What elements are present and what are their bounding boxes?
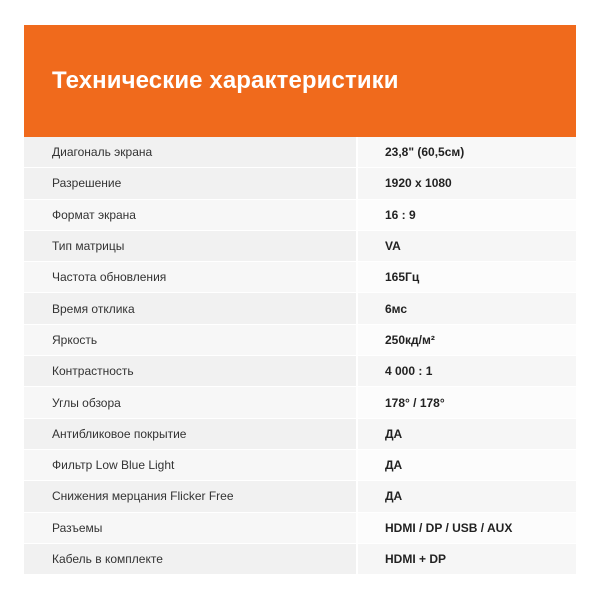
spec-value: 178° / 178° <box>358 387 576 417</box>
spec-label: Фильтр Low Blue Light <box>24 450 356 480</box>
spec-label: Контрастность <box>24 356 356 386</box>
spec-row <box>24 137 576 168</box>
page-title: Технические характеристики <box>52 67 399 94</box>
spec-value: HDMI / DP / USB / AUX <box>358 513 576 543</box>
spec-value: 165Гц <box>358 262 576 292</box>
spec-label: Формат экрана <box>24 200 356 230</box>
spec-row <box>24 450 576 481</box>
spec-value: VA <box>358 231 576 261</box>
spec-value: 4 000 : 1 <box>358 356 576 386</box>
spec-row <box>24 356 576 387</box>
spec-value: ДА <box>358 481 576 511</box>
spec-label: Частота обновления <box>24 262 356 292</box>
spec-value: ДА <box>358 450 576 480</box>
spec-row <box>24 293 576 324</box>
spec-label: Яркость <box>24 325 356 355</box>
spec-row <box>24 325 576 356</box>
spec-label: Антибликовое покрытие <box>24 419 356 449</box>
spec-row <box>24 262 576 293</box>
spec-row <box>24 481 576 512</box>
spec-value: 250кд/м² <box>358 325 576 355</box>
spec-row <box>24 387 576 418</box>
spec-label: Кабель в комплекте <box>24 544 356 574</box>
spec-label: Диагональ экрана <box>24 137 356 167</box>
spec-value: 23,8" (60,5см) <box>358 137 576 167</box>
spec-row <box>24 168 576 199</box>
spec-value: 16 : 9 <box>358 200 576 230</box>
spec-value: 1920 x 1080 <box>358 168 576 198</box>
spec-row <box>24 419 576 450</box>
spec-row <box>24 513 576 544</box>
spec-label: Время отклика <box>24 293 356 323</box>
header-banner <box>24 25 576 137</box>
spec-label: Разъемы <box>24 513 356 543</box>
spec-label: Тип матрицы <box>24 231 356 261</box>
spec-label: Углы обзора <box>24 387 356 417</box>
spec-row <box>24 200 576 231</box>
spec-value: 6мс <box>358 293 576 323</box>
spec-row <box>24 544 576 575</box>
spec-table <box>24 137 576 575</box>
spec-label: Снижения мерцания Flicker Free <box>24 481 356 511</box>
spec-label: Разрешение <box>24 168 356 198</box>
spec-value: HDMI + DP <box>358 544 576 574</box>
spec-value: ДА <box>358 419 576 449</box>
spec-row <box>24 231 576 262</box>
